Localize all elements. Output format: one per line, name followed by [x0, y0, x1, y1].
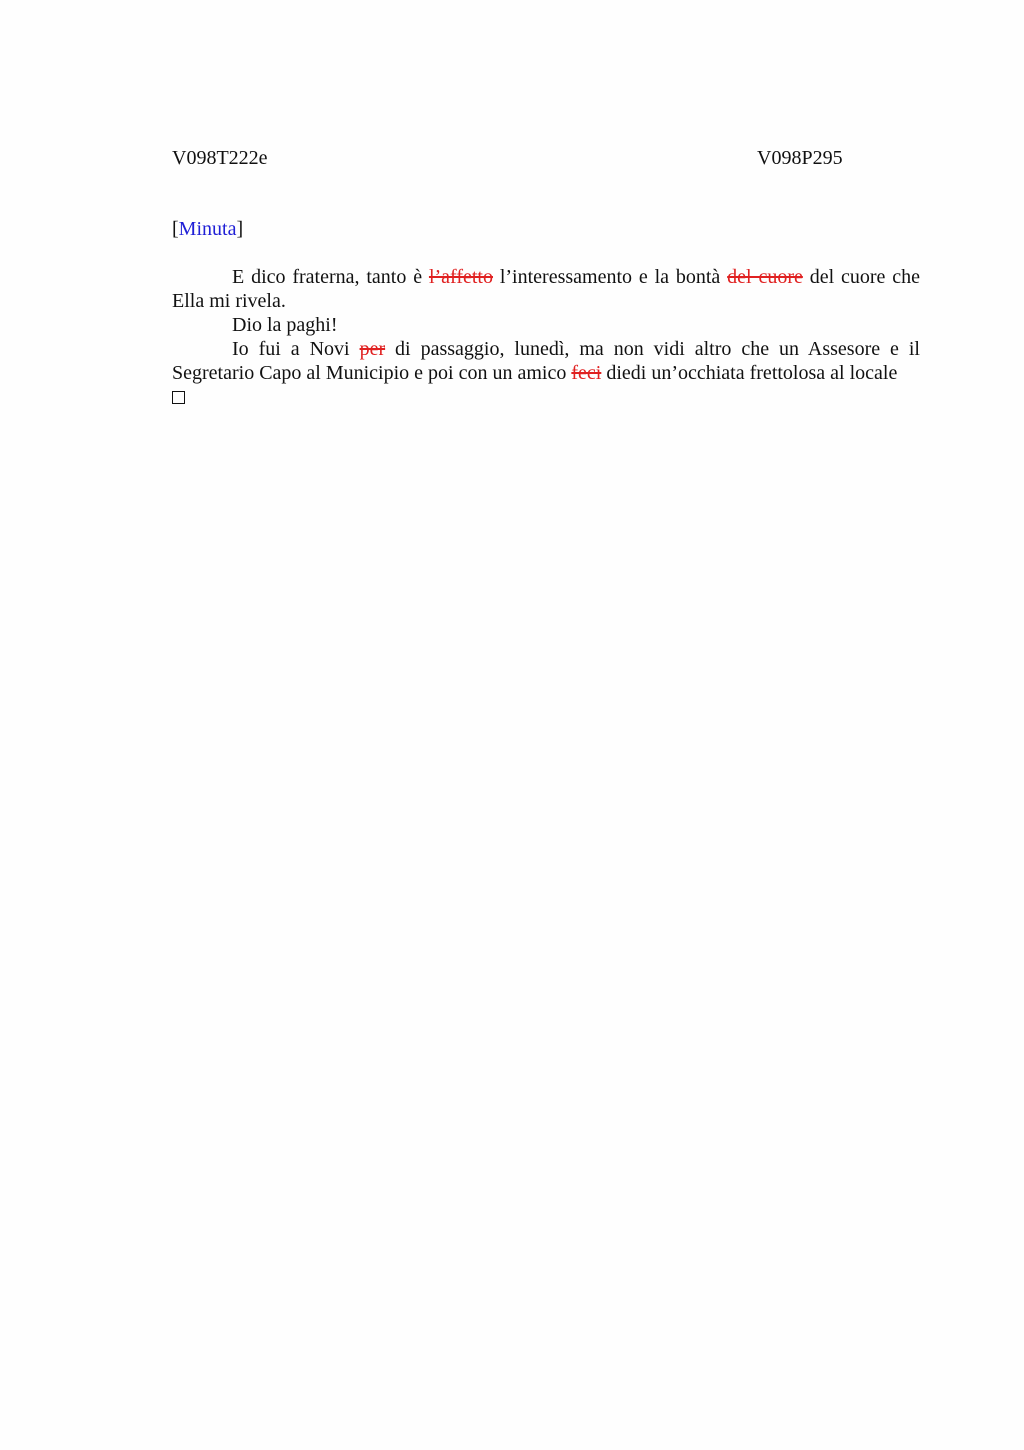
section-label	[172, 218, 243, 240]
text-segment: l’interessamento e la bontà	[492, 266, 728, 288]
letter-body	[172, 265, 920, 410]
paragraph-3	[172, 337, 920, 385]
text-segment: di passaggio, lunedì, ma non vidi altro che un Assesore e il Segretario Capo al Municipio e poi con un amico	[172, 338, 920, 384]
text-segment: Io fui a Novi	[232, 338, 360, 360]
document-code-right: V098P295	[757, 147, 843, 169]
label-bracket-open: [	[172, 218, 179, 240]
deleted-text: per	[359, 338, 386, 360]
text-segment: del cuore che Ella mi rivela.	[172, 266, 921, 312]
deleted-text: del cuore	[727, 266, 803, 288]
deleted-text: feci	[571, 362, 602, 384]
label-minuta: Minuta	[178, 218, 237, 240]
paragraph-2	[172, 313, 920, 337]
paragraph-1	[172, 265, 920, 313]
empty-square-icon	[172, 391, 185, 404]
text-segment: Dio la paghi!	[232, 314, 338, 336]
deleted-text: l’affetto	[428, 266, 493, 288]
label-bracket-close: ]	[236, 218, 244, 240]
end-marker	[172, 385, 920, 410]
text-segment: E dico fraterna, tanto è	[232, 266, 429, 288]
text-segment: diedi un’occhiata frettolosa al locale	[601, 362, 898, 384]
document-code-left: V098T222e	[172, 147, 268, 169]
